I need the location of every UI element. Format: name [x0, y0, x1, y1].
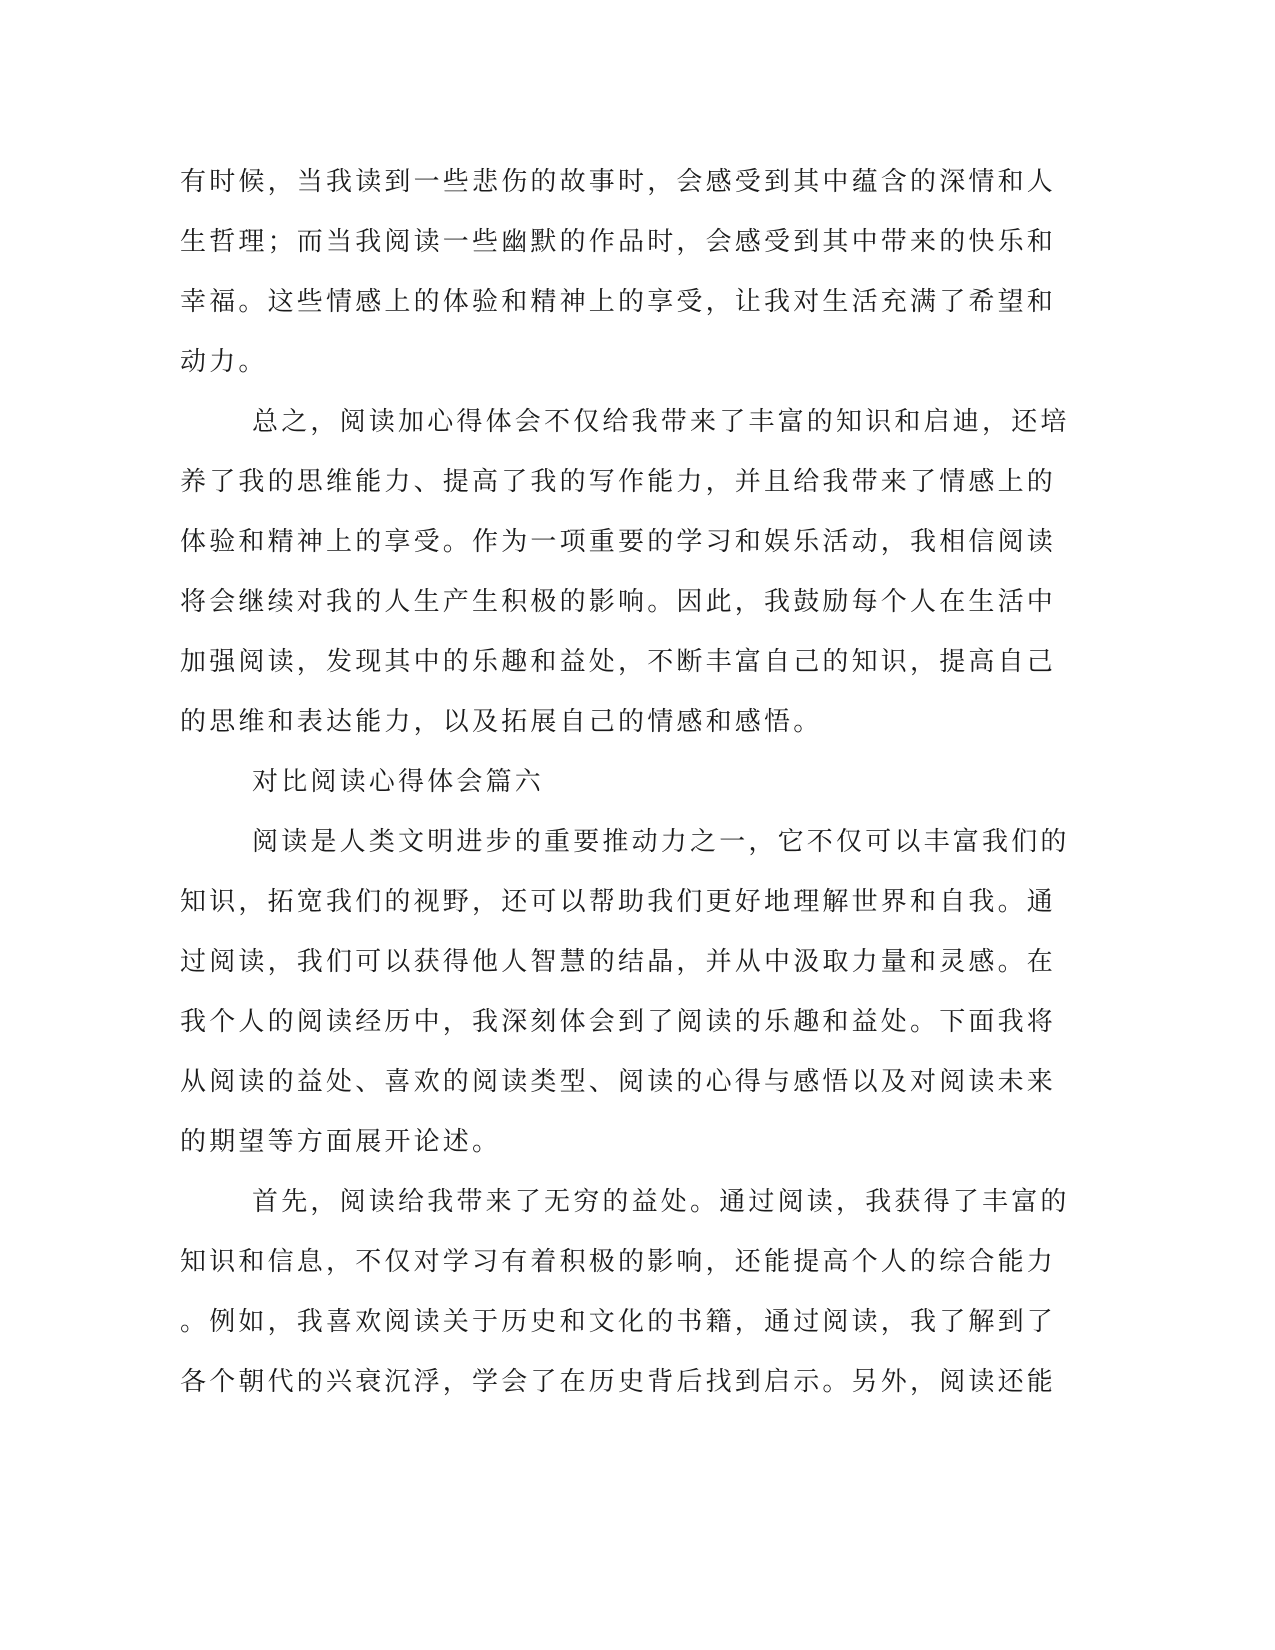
text-line: 各个朝代的兴衰沉浮，学会了在历史背后找到启示。另外，阅读还能: [180, 1367, 1057, 1397]
text-line: 动力。: [180, 347, 268, 377]
text-line: 的期望等方面展开论述。: [180, 1127, 502, 1157]
text-line: 加强阅读，发现其中的乐趣和益处，不断丰富自己的知识，提高自己: [180, 647, 1057, 677]
text-line: 的思维和表达能力，以及拓展自己的情感和感悟。: [180, 707, 823, 737]
text-line: 首先，阅读给我带来了无穷的益处。通过阅读，我获得了丰富的: [252, 1187, 1070, 1217]
paragraph-emotional-experience: [180, 152, 1057, 392]
text-line: 体验和精神上的享受。作为一项重要的学习和娱乐活动，我相信阅读: [180, 527, 1057, 557]
section-heading: [180, 752, 1040, 812]
text-line: 幸福。这些情感上的体验和精神上的享受，让我对生活充满了希望和: [180, 287, 1057, 317]
paragraph-introduction: [180, 812, 1070, 1172]
text-line: 将会继续对我的人生产生积极的影响。因此，我鼓励每个人在生活中: [180, 587, 1057, 617]
text-line: 养了我的思维能力、提高了我的写作能力，并且给我带来了情感上的: [180, 467, 1057, 497]
text-line: 。例如，我喜欢阅读关于历史和文化的书籍，通过阅读，我了解到了: [180, 1307, 1057, 1337]
document-page: [180, 152, 1070, 1412]
paragraph-benefits: [180, 1172, 1070, 1412]
text-line: 总之，阅读加心得体会不仅给我带来了丰富的知识和启迪，还培: [252, 407, 1070, 437]
text-line: 生哲理；而当我阅读一些幽默的作品时，会感受到其中带来的快乐和: [180, 227, 1057, 257]
text-line: 知识和信息，不仅对学习有着积极的影响，还能提高个人的综合能力: [180, 1247, 1057, 1277]
text-line: 从阅读的益处、喜欢的阅读类型、阅读的心得与感悟以及对阅读未来: [180, 1067, 1057, 1097]
text-line: 阅读是人类文明进步的重要推动力之一，它不仅可以丰富我们的: [252, 827, 1070, 857]
text-line: 知识，拓宽我们的视野，还可以帮助我们更好地理解世界和自我。通: [180, 887, 1057, 917]
section-title: 对比阅读心得体会篇六: [252, 767, 545, 797]
text-line: 我个人的阅读经历中，我深刻体会到了阅读的乐趣和益处。下面我将: [180, 1007, 1057, 1037]
text-line: 有时候，当我读到一些悲伤的故事时，会感受到其中蕴含的深情和人: [180, 167, 1057, 197]
paragraph-conclusion: [180, 392, 1070, 752]
text-line: 过阅读，我们可以获得他人智慧的结晶，并从中汲取力量和灵感。在: [180, 947, 1057, 977]
